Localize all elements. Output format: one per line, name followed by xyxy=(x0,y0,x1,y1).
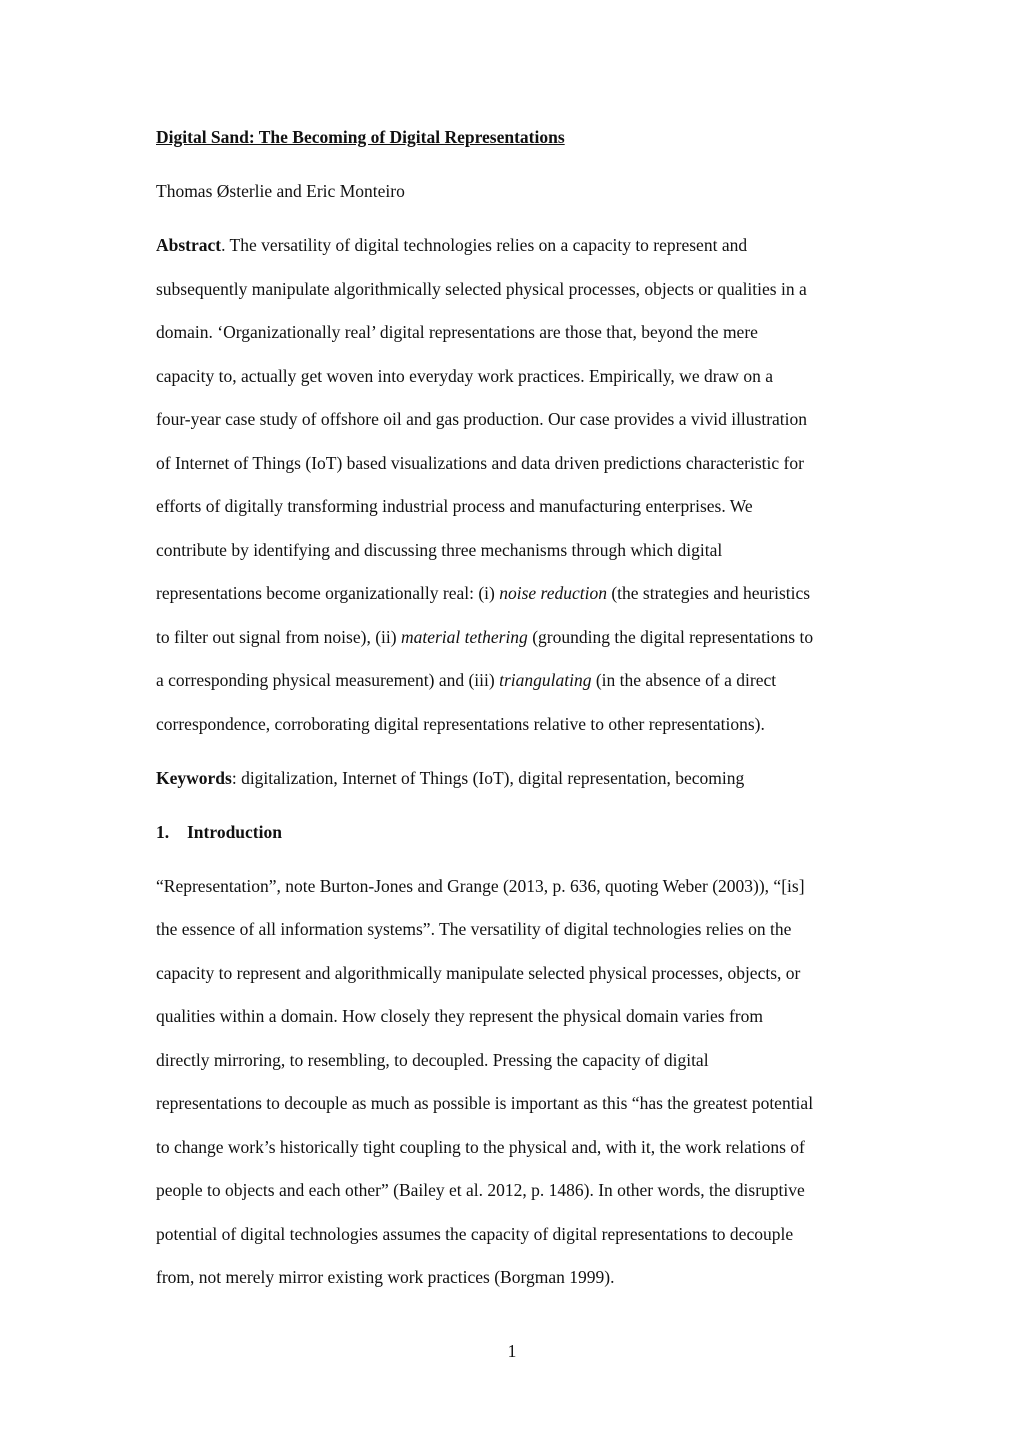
intro-line: to change work’s historically tight coupling to the physical and, with it, the work relations of xyxy=(156,1137,805,1157)
section-title: Introduction xyxy=(187,822,282,842)
intro-line: from, not merely mirror existing work practices (Borgman 1999). xyxy=(156,1267,615,1287)
intro-line: capacity to represent and algorithmically manipulate selected physical processes, objects, or xyxy=(156,963,801,983)
abstract-line: representations become organizationally real: (i) noise reduction (the strategies and heuristics xyxy=(156,583,811,603)
paper-title: Digital Sand: The Becoming of Digital Representations xyxy=(156,127,565,147)
term-material-tethering: material tethering xyxy=(400,627,528,647)
abstract-line: to filter out signal from noise), (ii) material tethering (grounding the digital representations to xyxy=(156,627,814,647)
intro-line: qualities within a domain. How closely they represent the physical domain varies from xyxy=(156,1006,763,1026)
abstract-line: Abstract. The versatility of digital technologies relies on a capacity to represent and xyxy=(156,235,748,255)
abstract-line: a corresponding physical measurement) and (iii) triangulating (in the absence of a direct xyxy=(156,670,777,690)
intro-line: potential of digital technologies assumes the capacity of digital representations to decouple xyxy=(156,1224,794,1244)
keywords-line: Keywords: digitalization, Internet of Things (IoT), digital representation, becoming xyxy=(156,768,745,788)
abstract-line: efforts of digitally transforming industrial process and manufacturing enterprises. We xyxy=(156,496,753,516)
intro-line: “Representation”, note Burton-Jones and Grange (2013, p. 636, quoting Weber (2003)), “[is] xyxy=(156,876,805,896)
abstract-line: contribute by identifying and discussing three mechanisms through which digital xyxy=(156,540,723,560)
intro-line: the essence of all information systems”. The versatility of digital technologies relies on the xyxy=(156,919,792,939)
abstract-line: capacity to, actually get woven into everyday work practices. Empirically, we draw on a xyxy=(156,366,773,386)
abstract-label: Abstract xyxy=(156,235,222,255)
intro-line: directly mirroring, to resembling, to decoupled. Pressing the capacity of digital xyxy=(156,1050,709,1070)
intro-line: representations to decouple as much as possible is important as this “has the greatest potential xyxy=(156,1093,814,1113)
page-number: 1 xyxy=(507,1341,517,1361)
abstract-line: four-year case study of offshore oil and gas production. Our case provides a vivid illustration xyxy=(156,409,808,429)
intro-line: people to objects and each other” (Bailey et al. 2012, p. 1486). In other words, the disruptive xyxy=(156,1180,805,1200)
abstract-line: of Internet of Things (IoT) based visualizations and data driven predictions characteristic for xyxy=(156,453,804,473)
abstract-line: correspondence, corroborating digital representations relative to other representations). xyxy=(156,714,765,734)
section-heading xyxy=(156,821,282,843)
keywords-label: Keywords xyxy=(156,768,232,788)
abstract-line: subsequently manipulate algorithmically selected physical processes, objects or qualities in a xyxy=(156,279,807,299)
author-line: Thomas Østerlie and Eric Monteiro xyxy=(156,181,405,201)
term-noise-reduction: noise reduction xyxy=(499,583,607,603)
abstract-line: domain. ‘Organizationally real’ digital representations are those that, beyond the mere xyxy=(156,322,758,342)
term-triangulating: triangulating xyxy=(499,670,592,690)
section-number: 1. xyxy=(156,822,170,842)
